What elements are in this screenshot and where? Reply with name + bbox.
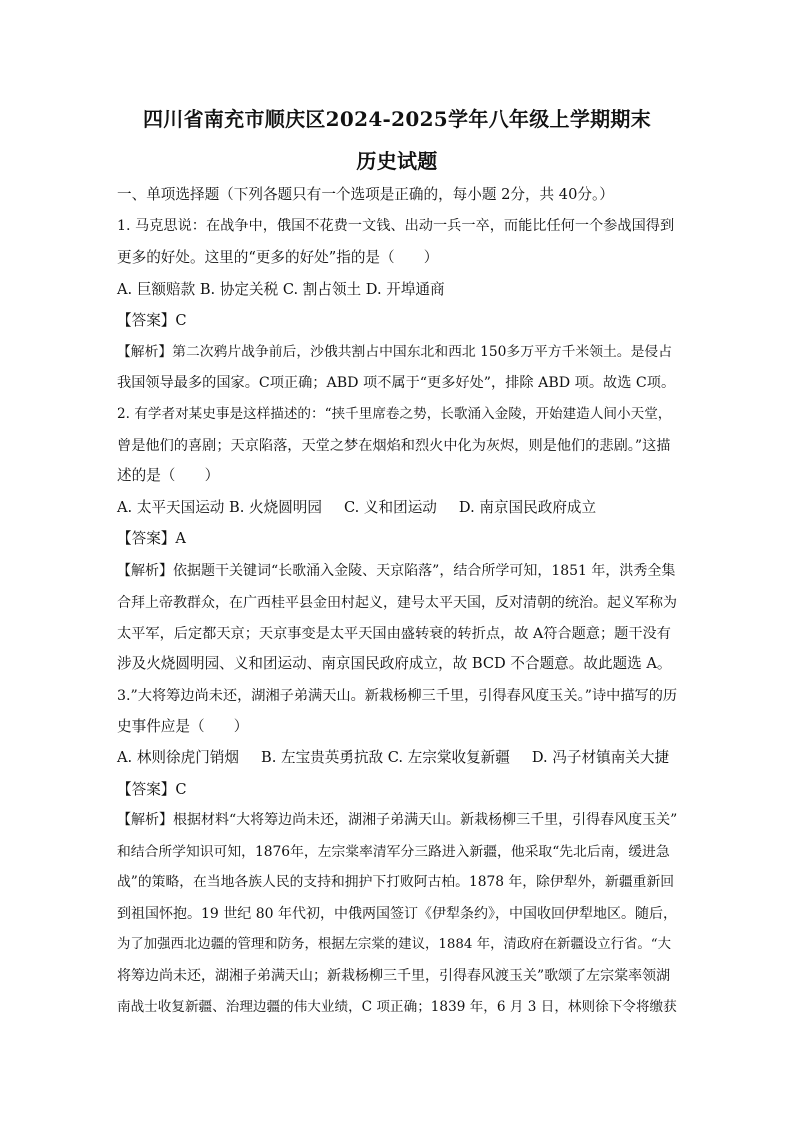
q3-option-a: A. 林则徐虎门销烟 — [117, 749, 239, 766]
q2-option-c: C. 义和团运动 — [344, 499, 437, 516]
q3-answer: 【答案】C — [117, 781, 187, 798]
document-title: 四川省南充市顺庆区2024-2025学年八年级上学期期末 — [142, 107, 652, 131]
q3-stem-line-2: 史事件应是（ ） — [117, 718, 249, 735]
q3-analysis-line-2: 和结合所学知识可知，1876年，左宗棠率清军分三路进入新疆，他采取“先北后南，缓进急 — [117, 844, 670, 860]
q2-stem-line-1: 2. 有学者对某史事是这样描述的：“挟千里席卷之势，长歌涌入金陵，开始建造人间小天堂， — [117, 406, 672, 422]
q3-analysis-line-3: 战”的策略，在当地各族人民的支持和拥护下打败阿古柏。1878 年，除伊犁外，新疆重新回 — [117, 874, 675, 890]
q2-option-d: D. 南京国民政府成立 — [458, 499, 597, 516]
q3-stem-line-1: 3.”大将筹边尚未还，湖湘子弟满天山。新栽杨柳三千里，引得春风度玉关。”诗中描写的历 — [117, 688, 678, 704]
q3-analysis-line-7: 南战士收复新疆、治理边疆的伟大业绩，C 项正确；1839 年，6 月 3 日，林则徐下令将缴获 — [117, 999, 677, 1015]
q1-stem-line-2: 更多的好处。这里的“更多的好处”指的是（ ） — [117, 249, 439, 266]
q3-analysis-line-1: 【解析】根据材料“大将筹边尚未还，湖湘子弟满天山。新栽杨柳三千里，引得春风度玉关” — [117, 812, 678, 828]
q2-option-ab: A. 太平天国运动 B. 火烧圆明园 — [117, 499, 322, 516]
q2-options — [117, 498, 596, 518]
q2-analysis-line-2: 合拜上帝教群众，在广西桂平县金田村起义，建号太平天国，反对清朝的统治。起义军称为 — [117, 595, 677, 611]
q1-analysis-line-2: 我国领导最多的国家。C项正确；ABD 项不属于“更多好处”，排除 ABD 项。故选 C项。 — [117, 375, 676, 391]
q1-analysis-line-1: 【解析】第二次鸦片战争前后，沙俄共割占中国东北和西北 150多万平方千米领土。是侵占 — [117, 344, 672, 360]
q1-answer: 【答案】C — [117, 312, 187, 329]
q2-stem-line-3: 述的是（ ） — [117, 467, 220, 484]
q2-answer: 【答案】A — [117, 530, 186, 547]
q3-analysis-line-5: 为了加强西北边疆的管理和防务，根据左宗棠的建议，1884 年，清政府在新疆设立行省。“大 — [117, 937, 672, 952]
q2-analysis-line-3: 太平军，后定都天京；天京事变是太平天国由盛转衰的转折点，故 A符合题意；题干没有 — [117, 626, 671, 642]
q2-analysis-line-4: 涉及火烧圆明园、义和团运动、南京国民政府成立，故 BCD 不合题意。故此题选 A。 — [117, 655, 672, 672]
section-heading: 一、单项选择题（下列各题只有一个选项是正确的，每小题 2分，共 40分。） — [117, 186, 614, 203]
q2-stem-line-2: 曾是他们的喜剧；天京陷落，天堂之梦在烟焰和烈火中化为灰烬，则是他们的悲剧。”这描 — [117, 438, 671, 454]
q3-option-bc: B. 左宝贵英勇抗敌 C. 左宗棠收复新疆 — [260, 749, 510, 766]
q2-analysis-line-1: 【解析】依据题干关键词“长歌涌入金陵、天京陷落”，结合所学可知，1851 年，洪秀全集 — [117, 563, 676, 579]
q3-option-d: D. 冯子材镇南关大捷 — [531, 749, 670, 766]
q3-analysis-line-6: 将筹边尚未还，湖湘子弟满天山；新栽杨柳三千里，引得春风渡玉关”歌颂了左宗棠率领湖 — [117, 968, 671, 984]
document-subtitle: 历史试题 — [356, 149, 438, 173]
q3-analysis-line-4: 到祖国怀抱。19 世纪 80 年代初，中俄两国签订《伊犁条约》，中国收回伊犁地区。随后， — [117, 906, 677, 922]
q1-options: A. 巨额赔款 B. 协定关税 C. 割占领土 D. 开埠通商 — [117, 281, 445, 298]
q3-options — [117, 748, 669, 768]
q1-stem-line-1: 1. 马克思说：在战争中，俄国不花费一文钱、出动一兵一卒，而能比任何一个参战国得到 — [117, 218, 675, 234]
